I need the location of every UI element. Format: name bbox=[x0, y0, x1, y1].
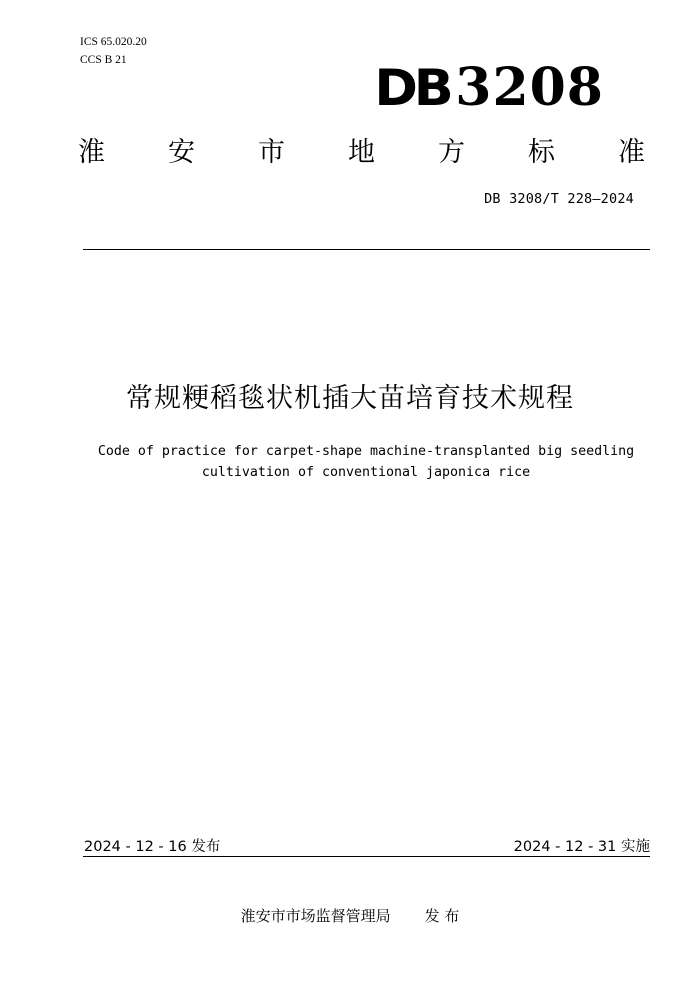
document-title-en-line: cultivation of conventional japonica rice bbox=[201, 465, 531, 480]
db-logo-code: 3208 bbox=[455, 57, 604, 118]
standard-type-char: 淮 bbox=[78, 137, 105, 168]
standard-type-char: 安 bbox=[168, 137, 195, 168]
standard-number: DB 3208/T 228—2024 bbox=[484, 191, 634, 207]
standard-type-char: 地 bbox=[348, 137, 375, 168]
db-logo bbox=[374, 57, 604, 118]
standard-type-char: 方 bbox=[438, 137, 465, 168]
issue-date: 2024 - 12 - 16 发布 bbox=[84, 839, 221, 855]
header-divider bbox=[83, 249, 650, 250]
issuer-name: 淮安市市场监督管理局 bbox=[240, 907, 391, 925]
implementation-date: 2024 - 12 - 31 实施 bbox=[513, 839, 650, 855]
footer-divider bbox=[83, 856, 650, 857]
document-title-en bbox=[60, 441, 672, 483]
standard-type-heading bbox=[78, 135, 645, 175]
issuer-line bbox=[0, 905, 700, 926]
standard-type-char: 标 bbox=[528, 137, 555, 168]
standard-type-char: 市 bbox=[258, 137, 285, 168]
db-logo-prefix: DB bbox=[374, 59, 450, 117]
document-title-cn: 常规粳稻毯状机插大苗培育技术规程 bbox=[126, 383, 574, 414]
ics-code: ICS 65.020.20 bbox=[80, 36, 147, 48]
standard-type-char: 准 bbox=[618, 137, 645, 168]
document-title-en-line: Code of practice for carpet-shape machine-transplanted big seedling bbox=[97, 444, 635, 459]
issuer-action: 发 布 bbox=[424, 907, 460, 925]
ccs-code: CCS B 21 bbox=[80, 54, 127, 66]
